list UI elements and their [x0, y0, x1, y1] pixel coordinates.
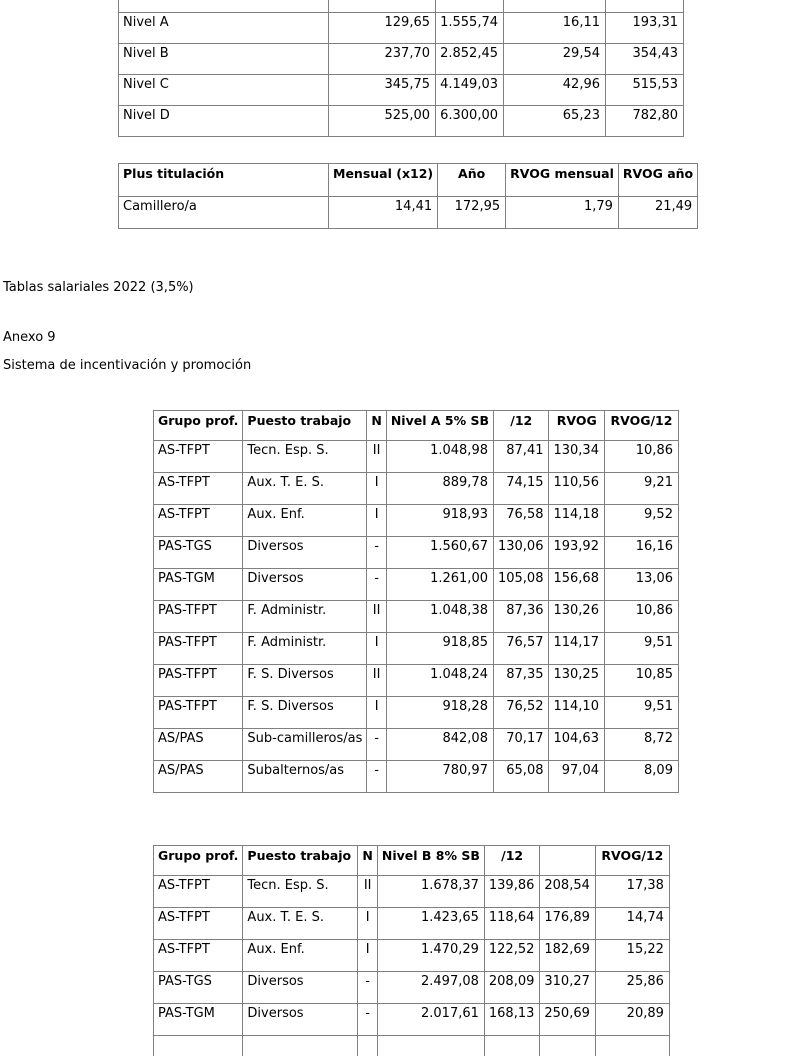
- table-cell: 168,13: [484, 1004, 540, 1036]
- table-cell-empty: [540, 1036, 596, 1056]
- column-header: Año: [438, 164, 506, 197]
- table-cell: -: [367, 537, 386, 569]
- table-cell: 208,54: [540, 876, 596, 908]
- table-cell: 1.678,37: [377, 876, 484, 908]
- incentivacion-nivel-b-table: [153, 845, 670, 1056]
- table-cell: 17,38: [595, 876, 669, 908]
- table-body: [154, 441, 679, 793]
- table-cell: Nivel C: [119, 75, 329, 106]
- table-cell: 87,41: [493, 441, 549, 473]
- table-cell-empty: [504, 0, 606, 13]
- table-cell: 130,26: [549, 601, 605, 633]
- table-cell: 15,22: [595, 940, 669, 972]
- table-cell: -: [358, 1004, 377, 1036]
- table-cell: Nivel A: [119, 13, 329, 44]
- table-cell: 65,23: [504, 106, 606, 137]
- table-cell: Aux. Enf.: [243, 940, 358, 972]
- table-cell: AS/PAS: [154, 761, 243, 793]
- table-cell: 130,25: [549, 665, 605, 697]
- table-row: [154, 665, 679, 697]
- column-header: Grupo prof.: [154, 846, 243, 876]
- table-cell: AS-TFPT: [154, 473, 243, 505]
- table-cell: F. Administr.: [243, 601, 367, 633]
- table-cell: 105,08: [493, 569, 549, 601]
- table-cell: 21,49: [618, 197, 697, 229]
- table-cell: PAS-TGM: [154, 1004, 243, 1036]
- table-cell: -: [358, 972, 377, 1004]
- plus-titulacion-table: [118, 163, 698, 229]
- table-cell: 76,57: [493, 633, 549, 665]
- table-cell-empty: [595, 1036, 669, 1056]
- table-body: [119, 13, 684, 137]
- table-cell: 10,86: [604, 441, 678, 473]
- table-cell: AS-TFPT: [154, 908, 243, 940]
- table-cell: 10,86: [604, 601, 678, 633]
- table-cell: 842,08: [386, 729, 493, 761]
- table-header-row: [154, 846, 670, 876]
- nivel-retribucion-table: [118, 0, 684, 137]
- column-header: /12: [484, 846, 540, 876]
- table-cell: 193,31: [606, 13, 684, 44]
- table-cell: PAS-TFPT: [154, 601, 243, 633]
- column-header: [540, 846, 596, 876]
- table-cell: Camillero/a: [119, 197, 329, 229]
- table-row-cut: [119, 0, 684, 13]
- table-cell: 9,51: [604, 697, 678, 729]
- table-cell: 2.852,45: [436, 44, 504, 75]
- table-cell: 193,92: [549, 537, 605, 569]
- table-cell: PAS-TGS: [154, 972, 243, 1004]
- table-cell: AS-TFPT: [154, 940, 243, 972]
- table-cell: 4.149,03: [436, 75, 504, 106]
- table-cell: 130,06: [493, 537, 549, 569]
- table-cell: 16,11: [504, 13, 606, 44]
- table-cell: 74,15: [493, 473, 549, 505]
- table-cell: -: [367, 569, 386, 601]
- table-cell: 310,27: [540, 972, 596, 1004]
- table-cell: 139,86: [484, 876, 540, 908]
- table-cell: Aux. Enf.: [243, 505, 367, 537]
- table-cell: 1.560,67: [386, 537, 493, 569]
- table-cell: II: [367, 601, 386, 633]
- table-cell: 354,43: [606, 44, 684, 75]
- table-cell: II: [367, 665, 386, 697]
- table-row: [119, 106, 684, 137]
- table-row: [154, 441, 679, 473]
- table-cell: I: [367, 505, 386, 537]
- table-row: [119, 197, 698, 229]
- table-row: [154, 537, 679, 569]
- table-row: [154, 908, 670, 940]
- table-cell: 1.048,98: [386, 441, 493, 473]
- column-header: N: [367, 411, 386, 441]
- table-cell: 1.048,24: [386, 665, 493, 697]
- table-cell: 1.555,74: [436, 13, 504, 44]
- table-cell: Aux. T. E. S.: [243, 908, 358, 940]
- table-row-cut: [154, 1036, 670, 1056]
- table-row: [154, 972, 670, 1004]
- table-cell: I: [367, 473, 386, 505]
- table-cell: 29,54: [504, 44, 606, 75]
- table-cell: 918,93: [386, 505, 493, 537]
- table-cell: AS-TFPT: [154, 876, 243, 908]
- table-cell: 8,72: [604, 729, 678, 761]
- table-cell: 104,63: [549, 729, 605, 761]
- table-cell: 889,78: [386, 473, 493, 505]
- column-header: Grupo prof.: [154, 411, 243, 441]
- table-cell-empty: [436, 0, 504, 13]
- table-header: [154, 846, 670, 876]
- table-cell: 97,04: [549, 761, 605, 793]
- table-row: [154, 473, 679, 505]
- table-cell: 250,69: [540, 1004, 596, 1036]
- table-cell: Tecn. Esp. S.: [243, 876, 358, 908]
- table-cell: Diversos: [243, 1004, 358, 1036]
- table-cell: 20,89: [595, 1004, 669, 1036]
- table-cell: 918,85: [386, 633, 493, 665]
- table-cell: 9,21: [604, 473, 678, 505]
- table-cell: II: [358, 876, 377, 908]
- table-row: [154, 1004, 670, 1036]
- column-header: RVOG/12: [604, 411, 678, 441]
- table-row: [119, 44, 684, 75]
- table-cell: 16,16: [604, 537, 678, 569]
- table-cell: 114,17: [549, 633, 605, 665]
- table-cell: 9,51: [604, 633, 678, 665]
- table-cell: 70,17: [493, 729, 549, 761]
- table-cell: 918,28: [386, 697, 493, 729]
- table-cell: 10,85: [604, 665, 678, 697]
- table-cell: I: [358, 908, 377, 940]
- table-cell: Diversos: [243, 569, 367, 601]
- table-cell: 780,97: [386, 761, 493, 793]
- column-header: Nivel A 5% SB: [386, 411, 493, 441]
- table-header-row: [119, 164, 698, 197]
- table-row: [154, 505, 679, 537]
- table-cell: 156,68: [549, 569, 605, 601]
- table-row: [154, 697, 679, 729]
- table-cell: -: [367, 761, 386, 793]
- table-cell: PAS-TFPT: [154, 697, 243, 729]
- table-cell: 13,06: [604, 569, 678, 601]
- table-cell: 130,34: [549, 441, 605, 473]
- table-cell: AS/PAS: [154, 729, 243, 761]
- table-cell: Tecn. Esp. S.: [243, 441, 367, 473]
- table-cell: -: [367, 729, 386, 761]
- table-cell: F. Administr.: [243, 633, 367, 665]
- table-cell-empty: [329, 0, 436, 13]
- column-header: Nivel B 8% SB: [377, 846, 484, 876]
- table-cell: 76,58: [493, 505, 549, 537]
- table-cell: 8,09: [604, 761, 678, 793]
- table-cell: Diversos: [243, 537, 367, 569]
- table-cell: 76,52: [493, 697, 549, 729]
- table-cell: 515,53: [606, 75, 684, 106]
- table-cell: AS-TFPT: [154, 505, 243, 537]
- table-row: [154, 601, 679, 633]
- table-cell: Sub-camilleros/as: [243, 729, 367, 761]
- table-cell: 14,41: [329, 197, 438, 229]
- table-cell: II: [367, 441, 386, 473]
- table-cell: 118,64: [484, 908, 540, 940]
- column-header: RVOG: [549, 411, 605, 441]
- table-cell: I: [358, 940, 377, 972]
- table-cell: PAS-TGS: [154, 537, 243, 569]
- table-cell: 172,95: [438, 197, 506, 229]
- table-cell: 1.261,00: [386, 569, 493, 601]
- table-cell: 1,79: [506, 197, 619, 229]
- table-cell: I: [367, 633, 386, 665]
- table-cell: Nivel B: [119, 44, 329, 75]
- table-body: [119, 197, 698, 229]
- table-header: [119, 164, 698, 197]
- table-cell: I: [367, 697, 386, 729]
- table-partial-row-top: [119, 0, 684, 13]
- table-cell: Nivel D: [119, 106, 329, 137]
- column-header: RVOG año: [618, 164, 697, 197]
- table-cell-empty: [119, 0, 329, 13]
- table-row: [154, 761, 679, 793]
- table-cell: 87,35: [493, 665, 549, 697]
- heading-sistema-incentivacion: Sistema de incentivación y promoción: [3, 358, 252, 373]
- table-cell: 9,52: [604, 505, 678, 537]
- table-body: [154, 876, 670, 1036]
- table-cell: 237,70: [329, 44, 436, 75]
- table-cell: F. S. Diversos: [243, 665, 367, 697]
- column-header: Plus titulación: [119, 164, 329, 197]
- table-cell: 1.048,38: [386, 601, 493, 633]
- heading-tablas-salariales: Tablas salariales 2022 (3,5%): [3, 280, 194, 295]
- table-row: [119, 13, 684, 44]
- table-cell: 65,08: [493, 761, 549, 793]
- table-cell: 182,69: [540, 940, 596, 972]
- table-cell: 14,74: [595, 908, 669, 940]
- table-row: [154, 940, 670, 972]
- table-cell: Subalternos/as: [243, 761, 367, 793]
- table-cell: 114,18: [549, 505, 605, 537]
- table-partial-row-bottom: [154, 1036, 670, 1056]
- table-cell: 87,36: [493, 601, 549, 633]
- table-cell: Diversos: [243, 972, 358, 1004]
- table-cell: 25,86: [595, 972, 669, 1004]
- table-cell: 2.497,08: [377, 972, 484, 1004]
- column-header: Mensual (x12): [329, 164, 438, 197]
- table-cell: Aux. T. E. S.: [243, 473, 367, 505]
- table-cell: 208,09: [484, 972, 540, 1004]
- table-cell-empty: [606, 0, 684, 13]
- table-cell: PAS-TFPT: [154, 633, 243, 665]
- table-cell-empty: [484, 1036, 540, 1056]
- table-cell: AS-TFPT: [154, 441, 243, 473]
- table-cell-empty: [154, 1036, 243, 1056]
- table-cell: 1.423,65: [377, 908, 484, 940]
- table-header-row: [154, 411, 679, 441]
- table-cell: 345,75: [329, 75, 436, 106]
- table-cell: 2.017,61: [377, 1004, 484, 1036]
- table-cell: PAS-TFPT: [154, 665, 243, 697]
- table-cell: 176,89: [540, 908, 596, 940]
- table-row: [154, 876, 670, 908]
- incentivacion-nivel-a-table: [153, 410, 679, 793]
- table-cell: 782,80: [606, 106, 684, 137]
- table-row: [154, 569, 679, 601]
- table-cell: 110,56: [549, 473, 605, 505]
- table-header: [154, 411, 679, 441]
- column-header: RVOG/12: [595, 846, 669, 876]
- column-header: Puesto trabajo: [243, 411, 367, 441]
- table-row: [154, 633, 679, 665]
- table-cell-empty: [358, 1036, 377, 1056]
- table-cell: 122,52: [484, 940, 540, 972]
- table-row: [154, 729, 679, 761]
- table-cell: 129,65: [329, 13, 436, 44]
- table-cell: 42,96: [504, 75, 606, 106]
- heading-anexo: Anexo 9: [3, 330, 56, 345]
- table-cell: PAS-TGM: [154, 569, 243, 601]
- column-header: N: [358, 846, 377, 876]
- table-cell-empty: [243, 1036, 358, 1056]
- table-cell-empty: [377, 1036, 484, 1056]
- column-header: Puesto trabajo: [243, 846, 358, 876]
- table-cell: F. S. Diversos: [243, 697, 367, 729]
- table-cell: 525,00: [329, 106, 436, 137]
- table-row: [119, 75, 684, 106]
- column-header: RVOG mensual: [506, 164, 619, 197]
- table-cell: 114,10: [549, 697, 605, 729]
- column-header: /12: [493, 411, 549, 441]
- table-cell: 6.300,00: [436, 106, 504, 137]
- table-cell: 1.470,29: [377, 940, 484, 972]
